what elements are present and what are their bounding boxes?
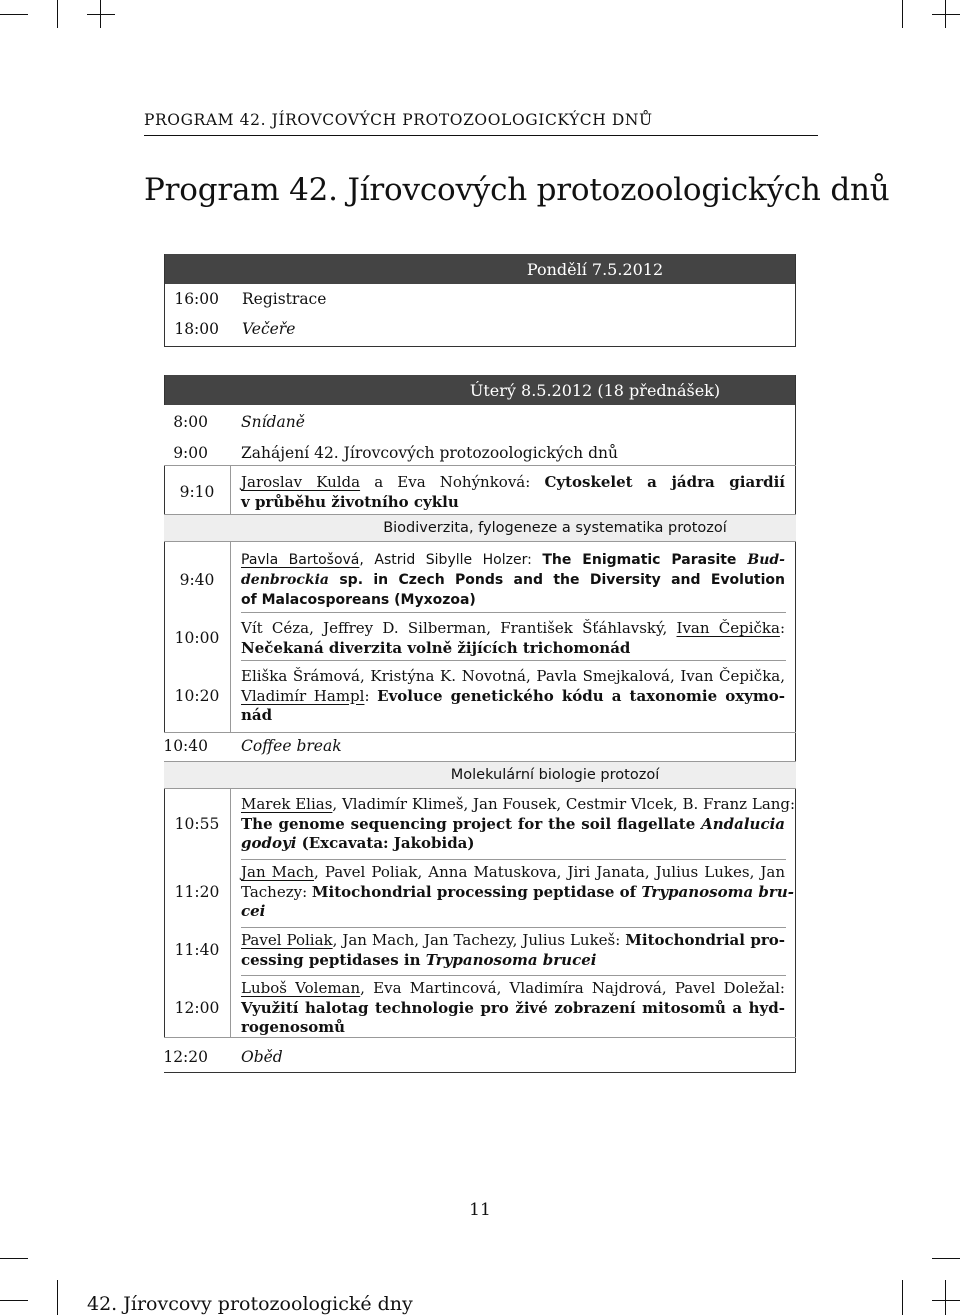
footer-text: 42. Jírovcovy protozoologické dny <box>87 1293 413 1315</box>
talk-title: Trypanosoma bru- <box>641 882 794 901</box>
row-divider <box>241 975 786 976</box>
row-time: 16:00 <box>174 290 219 308</box>
crop-mark <box>932 1300 960 1301</box>
talk-time: 10:00 <box>174 629 220 647</box>
presenter: Pavel Poliak <box>241 931 333 949</box>
crop-mark <box>945 0 946 28</box>
talk-line <box>241 979 785 999</box>
crop-mark <box>945 1280 946 1315</box>
authors: Tachezy: <box>241 882 312 901</box>
row-time: 12:20 <box>163 1048 208 1066</box>
table-border <box>164 375 165 405</box>
page-number: 11 <box>469 1200 491 1220</box>
tuesday-header <box>164 375 796 405</box>
talk-entry <box>241 979 785 1038</box>
crop-mark <box>932 1258 960 1259</box>
tuesday-header-label: Úterý 8.5.2012 (18 přednášek) <box>469 380 721 400</box>
talk-title: denbrockia <box>241 572 329 588</box>
talk-line <box>241 882 794 903</box>
separator: : <box>779 619 785 637</box>
talk-title: Nečekaná diverzita volně žijících trichomonád <box>241 638 631 657</box>
crop-mark <box>902 0 903 28</box>
authors: , Eva Martincová, Vladimíra Najdrová, Pavel Doležal: <box>360 979 785 997</box>
crop-mark <box>57 1280 58 1315</box>
presenter: Jaroslav Kulda <box>241 473 361 491</box>
row-time: 10:40 <box>163 737 208 755</box>
crop-mark <box>87 14 115 15</box>
row-divider <box>164 1037 796 1038</box>
talk-time: 11:20 <box>174 883 220 901</box>
row-time: 18:00 <box>174 320 219 338</box>
talk-time: 9:10 <box>179 483 215 501</box>
authors: , Pavel Poliak, Anna Matuskova, Jiri Janata, Julius Lukes, Jan <box>314 863 785 881</box>
authors: , Astrid Sibylle Holzer: <box>359 552 543 568</box>
crop-mark <box>902 1280 903 1315</box>
talk-line <box>241 570 785 590</box>
separator: : <box>364 686 378 705</box>
talk-line <box>241 687 785 707</box>
talk-line <box>241 834 785 854</box>
talk-time: 12:00 <box>174 999 220 1017</box>
talk-title: (Excavata: Jakobida) <box>296 834 475 852</box>
presenter: Luboš Voleman <box>241 979 361 997</box>
session-header <box>164 514 796 542</box>
talk-line <box>241 795 796 815</box>
talk-line <box>241 473 785 493</box>
talk-entry <box>241 550 785 610</box>
talk-title: of Malacosporeans (Myxozoa) <box>241 592 476 608</box>
tuesday-table <box>164 375 796 1073</box>
authors: , Vladimír Klimeš, Jan Fousek, Cestmir Vlcek, B. Franz Lang: <box>332 795 796 813</box>
talk-title: cei <box>241 902 266 920</box>
talk-line <box>241 863 785 883</box>
row-label: Snídaně <box>241 413 305 431</box>
row-divider <box>241 660 786 661</box>
talk-time: 10:55 <box>174 815 220 833</box>
talk-title: Bud- <box>747 552 785 568</box>
row-time: 8:00 <box>173 413 208 431</box>
authors: , Jan Mach, Jan Tachezy, Julius Lukeš: <box>332 931 626 949</box>
talk-entry <box>241 473 785 512</box>
session-title: Biodiverzita, fylogeneze a systematika protozoí <box>383 520 727 536</box>
talk-line <box>241 550 785 570</box>
row-divider <box>164 732 796 733</box>
talk-title: The Enigmatic Parasite <box>542 552 748 568</box>
talk-entry <box>241 863 794 922</box>
row-label: Coffee break <box>241 737 342 755</box>
talk-line <box>241 951 785 971</box>
monday-table <box>164 254 796 347</box>
talk-title: v průběhu životního cyklu <box>241 492 459 511</box>
authors: Vít Céza, Jeffrey D. Silberman, František Šťáhlavský, <box>241 619 677 637</box>
table-border <box>164 1072 796 1073</box>
page-title: Program 42. Jírovcových protozoologických dnů <box>144 172 890 208</box>
row-divider <box>164 465 796 466</box>
talk-entry <box>241 619 785 658</box>
talk-title: sp. in Czech Ponds and the Diversity and Evolution <box>329 572 785 588</box>
presenter: Pavla Bartošová <box>241 552 360 568</box>
talk-title: cessing peptidases in <box>241 950 426 969</box>
row-label: Oběd <box>241 1048 283 1066</box>
authors: Eliška Šrámová, Kristýna K. Novotná, Pavla Smejkalová, Ivan Čepička, <box>241 667 785 685</box>
row-label: Zahájení 42. Jírovcových protozoologických dnů <box>241 444 618 462</box>
talk-line <box>241 815 785 835</box>
talk-time: 9:40 <box>179 571 215 589</box>
talk-time: 11:40 <box>174 941 220 959</box>
talk-entry <box>241 667 785 726</box>
row-label: Večeře <box>242 320 296 338</box>
talk-line <box>241 619 785 639</box>
talk-title: Cytoskelet a jádra giardií <box>544 473 785 491</box>
presenter: Jan Mach <box>241 863 315 881</box>
crop-mark <box>0 1258 28 1259</box>
crop-mark <box>932 14 960 15</box>
session-title: Molekulární biologie protozoí <box>450 767 660 783</box>
talk-title: Využití halotag technologie pro živé zobrazení mitosomů a hyd- <box>241 998 785 1017</box>
presenter: Marek Elias <box>241 795 333 813</box>
row-label: Registrace <box>242 290 327 308</box>
talk-entry <box>241 795 796 854</box>
talk-entry <box>241 931 785 970</box>
table-border <box>795 375 796 1073</box>
talk-line <box>241 931 785 951</box>
crop-mark <box>57 0 58 28</box>
talk-title: Mitochondrial processing peptidase of <box>311 882 642 901</box>
monday-header <box>165 254 795 284</box>
talk-title: Trypanosoma brucei <box>425 950 597 969</box>
talk-title: The genome sequencing project for the soil flagellate <box>241 814 702 833</box>
row-divider <box>241 859 786 860</box>
row-divider <box>241 927 786 928</box>
presenter: Ivan Čepička <box>676 619 780 637</box>
talk-title: Evoluce genetického kódu a taxonomie oxymo- <box>377 686 785 705</box>
column-divider <box>230 542 231 732</box>
column-divider <box>230 789 231 1037</box>
row-time: 9:00 <box>173 444 208 462</box>
presenter: Vladimír Hampl <box>241 686 365 705</box>
session-header <box>164 761 796 789</box>
column-divider <box>230 465 231 514</box>
talk-title: rogenosomů <box>241 1018 346 1036</box>
crop-mark <box>0 14 28 15</box>
authors: a Eva Nohýnková: <box>360 473 545 491</box>
crop-mark <box>0 1300 28 1301</box>
talk-title: Mitochondrial pro- <box>625 931 785 949</box>
monday-header-label: Pondělí 7.5.2012 <box>526 259 664 279</box>
running-head: PROGRAM 42. JÍROVCOVÝCH PROTOZOOLOGICKÝCH DNŮ <box>144 111 818 136</box>
talk-time: 10:20 <box>174 687 220 705</box>
talk-title: Andalucia <box>701 814 785 833</box>
talk-title: nád <box>241 706 273 724</box>
talk-title: godoyi <box>241 834 297 852</box>
row-divider <box>241 612 786 613</box>
